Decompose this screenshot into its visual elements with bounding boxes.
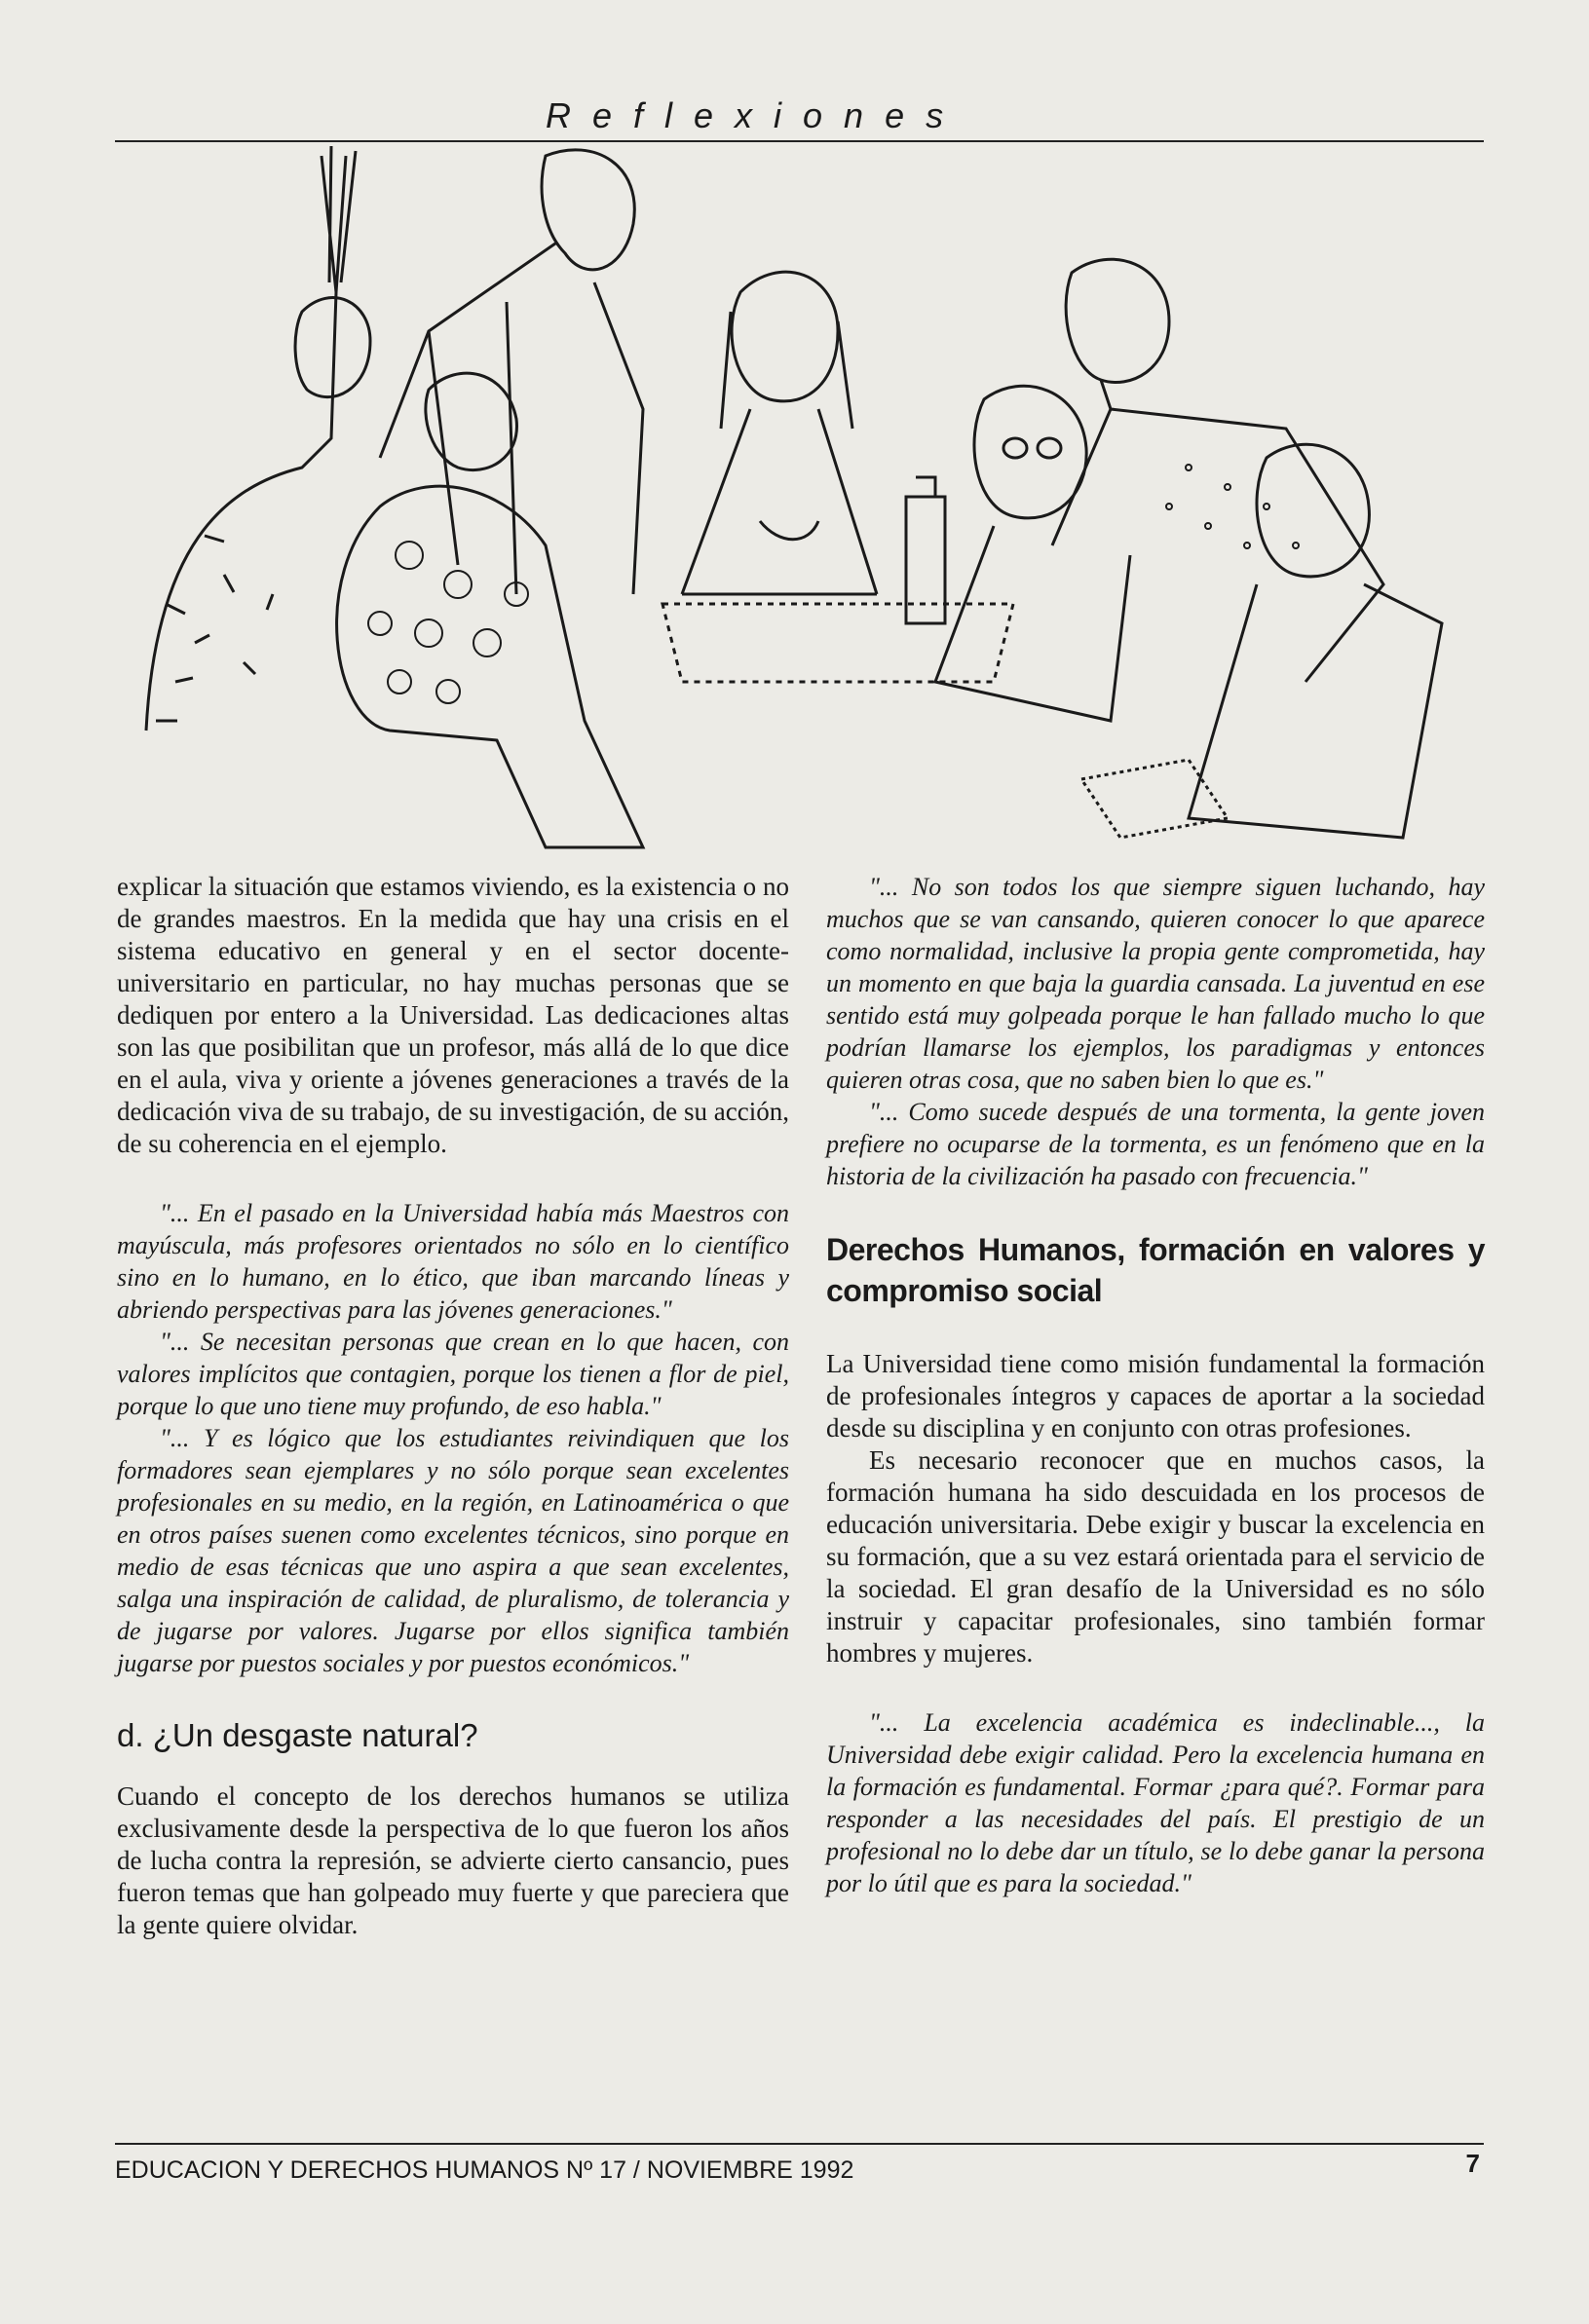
figure-seated-right [1189, 444, 1442, 838]
paragraph: explicar la situación que estamos viviendo, es la existencia o no de grandes maestros. En la medida que hay una crisis en el sistema educativo en general y en el sector docente-universitario en particular, no hay muchas personas que se dediquen por entero a la Universidad. Las dedicaciones altas son las que posibilitan que un profesor, más allá de lo que dice en el aula, viva y oriente a jóvenes generaciones a través de la dedicación viva de su trabajo, de su investigación, de su acción, de su coherencia en el ejemplo. [117, 872, 789, 1158]
page-footer [115, 2143, 1484, 2184]
paragraph: La Universidad tiene como misión fundamental la formación de profesionales íntegros y capaces de aportar a la sociedad desde su disciplina y en conjunto con otras profesiones. [826, 1349, 1485, 1443]
figure-raised-arm [146, 146, 356, 731]
thermos [906, 477, 945, 623]
quote-block [826, 1706, 1485, 1899]
section-heading-d: d. ¿Un desgaste natural? [117, 1717, 478, 1753]
cartoon-meeting-illustration [136, 136, 1466, 857]
page-number: 7 [1465, 2149, 1480, 2178]
figure-standing-back [380, 150, 643, 594]
quote: "... Y es lógico que los estudiantes reivindiquen que los formadores sean ejemplares y no sólo porque sean excelentes profesionales en su medio, en la región, en Latinoamérica o que en otros países suenen como excelentes técnicos, sino porque en medio de esas técnicas que uno aspira a que sean excelentes, salga una inspiración de calidad, de pluralismo, de tolerancia y de jugarse por valores. Jugarse por ellos significa también jugarse por puestos sociales y por puestos económicos." [117, 1424, 789, 1677]
section-heading: Derechos Humanos, formación en valores y compromiso social [826, 1232, 1485, 1308]
figure-central-woman [682, 272, 877, 594]
quote-block [826, 871, 1485, 1192]
figure-seated-patterned [337, 373, 643, 847]
left-column [117, 871, 789, 1941]
quote: "... Como sucede después de una tormenta, la gente joven prefiere no ocuparse de la tormenta, es un fenómeno que en la historia de la civilización ha pasado con frecuencia." [826, 1098, 1485, 1190]
quote: "... No son todos los que siempre siguen luchando, hay muchos que se van cansando, quieren conocer lo que aparece como normalidad, inclusive la propia gente comprometida, hay un momento en que baja la guardia cansada. La juventud en ese sentido está muy golpeada porque le han fallado mucho lo que podrían llamarse los ejemplos, los paradigmas y entonces quieren otras cosa, que no saben bien lo que es." [826, 873, 1485, 1094]
footer-rule [115, 2143, 1484, 2145]
paragraph: Es necesario reconocer que en muchos casos, la formación humana ha sido descuidada en los procesos de educación universitaria. Debe exigir y buscar la excelencia en su formación, que a su vez estará orientada para el servicio de la sociedad. El gran desafío de la Universidad es no sólo instruir y capacitar profesionales, sino también formar hombres y mujeres. [826, 1445, 1485, 1668]
quote: "... Se necesitan personas que crean en lo que hacen, con valores implícitos que contagien, porque los tienen a flor de piel, porque lo que uno tiene muy profundo, de eso habla." [117, 1328, 789, 1420]
paragraph: Cuando el concepto de los derechos humanos se utiliza exclusivamente desde la perspectiva de lo que fueron los años de lucha contra la represión, se advierte cierto cansancio, pues fueron temas que han golpeado muy fuerte y que pareciera que la gente quiere olvidar. [117, 1781, 789, 1939]
quote-block [117, 1197, 789, 1679]
figure-man-right [1052, 259, 1383, 682]
quote: "... La excelencia académica es indeclinable..., la Universidad debe exigir calidad. Pero la excelencia humana en la formación es fundamental. Formar ¿para qué?. Formar para responder a las necesidades del país. El prestigio de un profesional no lo debe dar un título, se lo debe ganar la persona por lo útil que es para la sociedad." [826, 1708, 1485, 1897]
right-column [826, 871, 1485, 1899]
papers [1081, 760, 1228, 838]
section-title: Reflexiones [546, 95, 965, 135]
page-header [115, 95, 1484, 142]
quote: "... En el pasado en la Universidad había más Maestros con mayúscula, más profesores orientados no sólo en lo científico sino en lo humano, en lo ético, que iban marcando líneas y abriendo perspectivas para las jóvenes generaciones." [117, 1199, 789, 1324]
figure-woman-glasses [935, 386, 1130, 721]
journal-name: EDUCACION Y DERECHOS HUMANOS Nº 17 / NOVIEMBRE 1992 [115, 2156, 854, 2184]
